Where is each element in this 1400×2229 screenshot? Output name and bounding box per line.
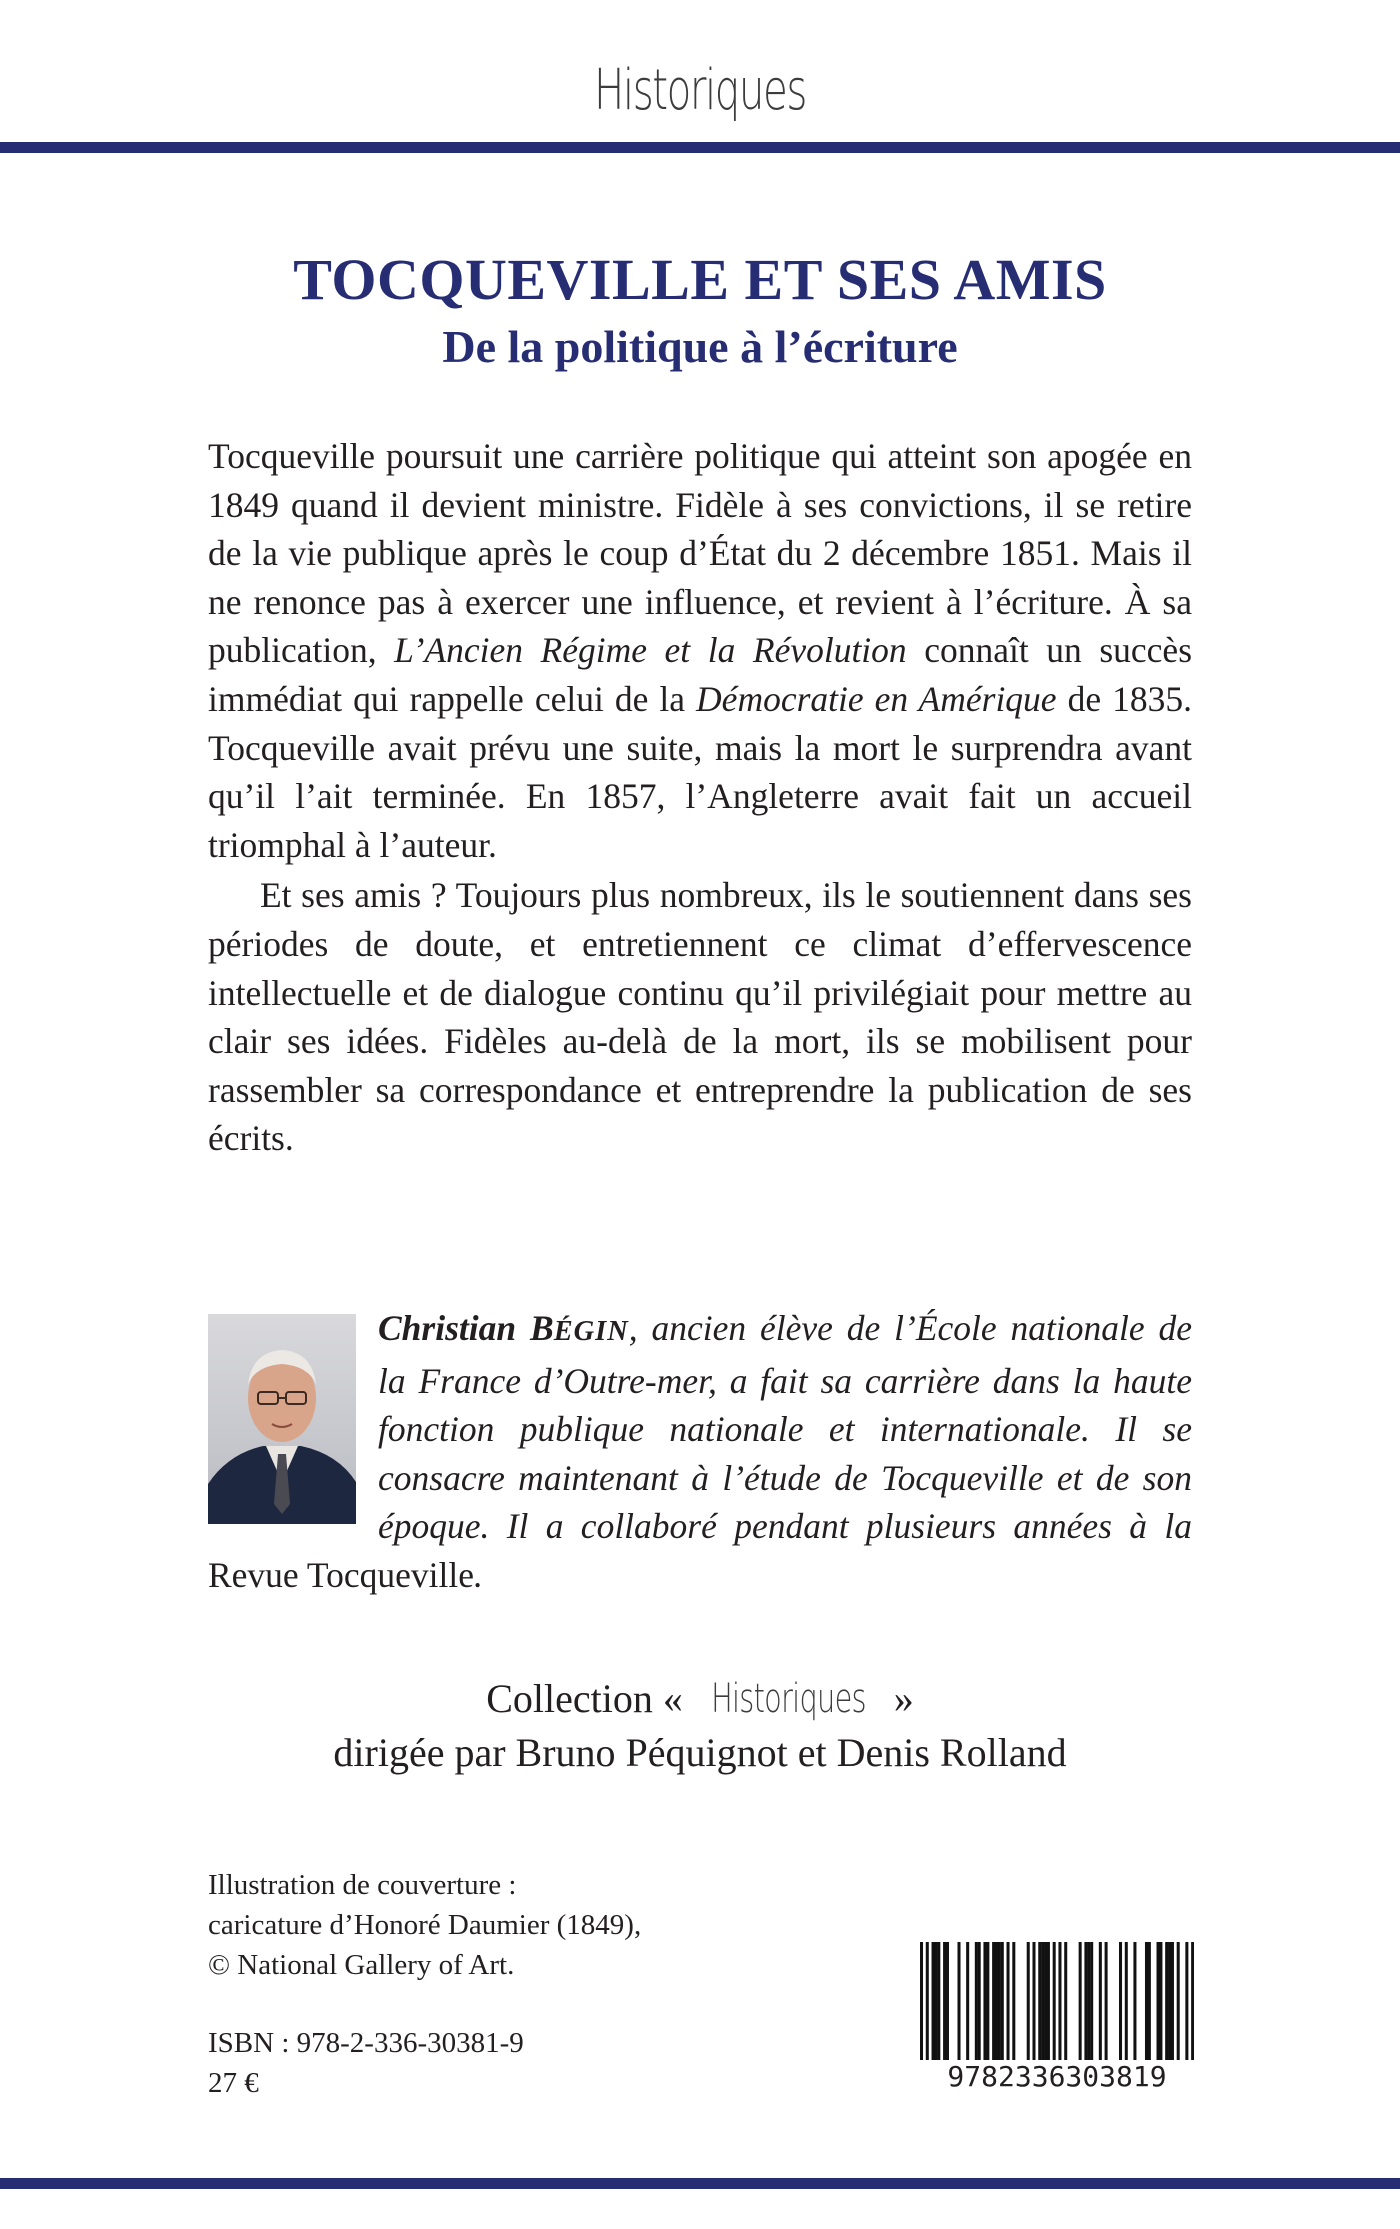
- blurb-paragraph-1: [208, 432, 1192, 869]
- bottom-rule: [0, 2178, 1400, 2189]
- barcode-bar: [926, 1942, 929, 2066]
- barcode-bar: [946, 1942, 949, 2066]
- barcode-bar: [992, 1942, 995, 2066]
- journal-name: Revue Tocqueville: [208, 1554, 474, 1595]
- barcode-bar: [1064, 1942, 1067, 2066]
- author-name: [378, 1308, 629, 1348]
- credit-line: © National Gallery of Art.: [208, 1949, 515, 1981]
- barcode-bar: [1168, 1942, 1171, 2066]
- barcode-bar: [1185, 1942, 1188, 2066]
- barcode-bar: [1159, 1942, 1162, 2066]
- author-bio-text: , ancien élève de l’École nationale de la France d’Outre-mer, a fait sa carrière dans la haute fonction publique nationale et internationale. Il se consacre maintenant à l’étude de Tocqueville et de son époque. Il a collaboré pendant plusieurs années à la: [378, 1308, 1193, 1547]
- barcode-digits: 9782336303819: [920, 2060, 1194, 2094]
- barcode-bar: [1090, 1942, 1093, 2066]
- barcode-bar: [1105, 1942, 1108, 2066]
- barcode-bar: [1087, 1942, 1090, 2066]
- work-title: L’Ancien Régime et la Révolution: [394, 630, 907, 671]
- credit-line: caricature d’Honoré Daumier (1849),: [208, 1909, 642, 1941]
- barcode-bar: [986, 1942, 989, 2066]
- barcode-bar: [943, 1942, 946, 2066]
- blurb-paragraph-2: Et ses amis ? Toujours plus nombreux, ils le soutiennent dans ses périodes de doute, et entretiennent ce climat d’effervescence intellectuelle et de dialogue continu qu’il privilégiait pour mettre au clair ses idées. Fidèles au-delà de la mort, ils se mobilisent pour rassembler sa correspondance et entreprendre la publication de ses écrits.: [208, 875, 1192, 1159]
- collection-name: Historiques: [710, 1676, 866, 1722]
- author-bio-end: .: [474, 1554, 483, 1595]
- collection-directors: dirigée par Bruno Péquignot et Denis Rolland: [333, 1730, 1067, 1775]
- work-title: Démocratie en Amérique: [696, 678, 1057, 719]
- barcode-bar: [1053, 1942, 1056, 2066]
- author-last-name-rest: ÉGIN: [553, 1316, 629, 1347]
- isbn: ISBN : 978-2-336-30381-9: [208, 2027, 524, 2059]
- barcode-bar: [1032, 1942, 1035, 2066]
- barcode-bar: [1007, 1942, 1010, 2066]
- barcode-bar: [1157, 1942, 1160, 2066]
- collection-prefix: Collection «: [486, 1676, 693, 1721]
- barcode-bar: [1177, 1942, 1180, 2066]
- barcode-bar: [1099, 1942, 1102, 2066]
- barcode-bar: [932, 1942, 935, 2066]
- barcode-bars: [920, 1942, 1194, 2072]
- blurb-text: Tocqueville poursuit une carrière politique qui atteint son apogée en 1849 quand il devient ministre. Fidèle à ses convictions, il se retire de la vie publique après le coup d’État du 2 décembre 1851. Mais il ne renonce pas à exercer une influence, et revient à l’écriture. À sa publication,: [208, 436, 1192, 671]
- book-title: TOCQUEVILLE ET SES AMIS: [293, 247, 1107, 312]
- barcode-bar: [1148, 1942, 1151, 2066]
- credit-line: Illustration de couverture :: [208, 1869, 517, 1901]
- collection-line: [0, 1672, 1400, 1726]
- barcode-bar: [1027, 1942, 1030, 2066]
- barcode-bar: [1191, 1942, 1194, 2066]
- author-bio-paragraph: [208, 1304, 1192, 1600]
- top-rule: [0, 142, 1400, 153]
- book-subtitle: De la politique à l’écriture: [442, 321, 958, 372]
- barcode-bar: [957, 1942, 960, 2066]
- cover-credits: [208, 1865, 808, 1985]
- blurb-text: connaît un succès immédiat qui rappelle celui de la: [208, 630, 1193, 719]
- barcode-bar: [1038, 1942, 1041, 2066]
- barcode-bar: [1145, 1942, 1148, 2066]
- series-logo: Historiques: [594, 58, 806, 123]
- barcode-bar: [920, 1942, 923, 2066]
- barcode-bar: [1047, 1942, 1050, 2066]
- barcode-bar: [978, 1942, 981, 2066]
- barcode-bar: [1041, 1942, 1044, 2066]
- photo-spacer: [208, 1304, 378, 1534]
- price: 27 €: [208, 2067, 259, 2099]
- barcode-bar: [1058, 1942, 1061, 2066]
- author-bio: [208, 1304, 1192, 1600]
- barcode-bar: [1119, 1942, 1122, 2066]
- author-first-name: Christian: [378, 1308, 531, 1348]
- barcode-bar: [1165, 1942, 1168, 2066]
- author-last-initial: B: [530, 1308, 554, 1348]
- barcode-bar: [1012, 1942, 1015, 2066]
- barcode-bar: [1171, 1942, 1174, 2066]
- barcode-bar: [975, 1942, 978, 2066]
- blurb-text: de 1835. Tocqueville avait prévu une suite, mais la mort le surprendra avant qu’il l’ait terminée. En 1857, l’Angleterre avait fait un accueil triomphal à l’auteur.: [208, 678, 1193, 865]
- barcode-bar: [1125, 1942, 1128, 2066]
- barcode-bar: [1001, 1942, 1004, 2066]
- barcode-bar: [1079, 1942, 1082, 2066]
- barcode-bar: [937, 1942, 940, 2066]
- barcode-bar: [995, 1942, 998, 2066]
- barcode: [920, 1942, 1194, 2107]
- barcode-bar: [966, 1942, 969, 2066]
- barcode-bar: [934, 1942, 937, 2066]
- barcode-bar: [1044, 1942, 1047, 2066]
- collection-suffix: »: [883, 1676, 914, 1721]
- barcode-bar: [1084, 1942, 1087, 2066]
- collection-info: [0, 1672, 1400, 1780]
- barcode-bar: [998, 1942, 1001, 2066]
- blurb: [208, 432, 1192, 1163]
- barcode-bar: [1133, 1942, 1136, 2066]
- barcode-bar: [983, 1942, 986, 2066]
